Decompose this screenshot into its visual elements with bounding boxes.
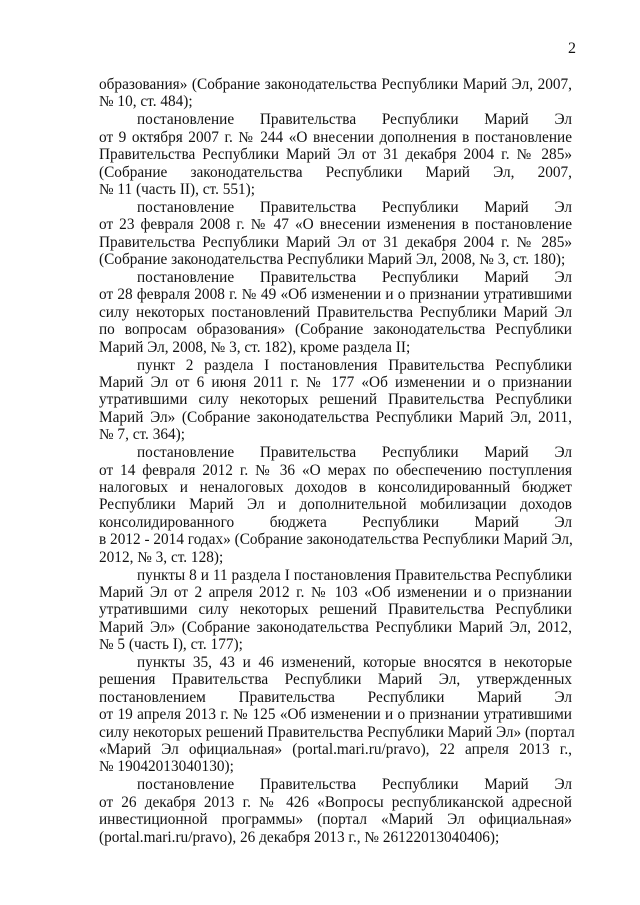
text-line: (Собрание законодательства Республики Марий Эл, 2008, № 3, ст. 180); — [99, 251, 566, 269]
text-line: от 19 апреля 2013 г. № 125 «Об изменении и о признании утратившими — [99, 706, 572, 724]
paragraph — [99, 444, 572, 566]
text-line: постановление Правительства Республики Марий Эл — [137, 269, 572, 287]
paragraph — [99, 776, 572, 846]
text-line: постановление Правительства Республики Марий Эл — [137, 198, 572, 216]
text-line: от 28 февраля 2008 г. № 49 «Об изменении и о признании утратившими — [99, 286, 572, 304]
text-line: от 26 декабря 2013 г. № 426 «Вопросы республиканской адресной — [99, 793, 572, 811]
text-line: Марий Эл от 2 апреля 2012 г. № 103 «Об изменении и о признании — [99, 583, 572, 601]
text-line: Правительства Республики Марий Эл от 31 декабря 2004 г. № 285» — [99, 233, 572, 251]
paragraph — [99, 76, 572, 111]
text-line: пункт 2 раздела I постановления Правительства Республики — [137, 356, 572, 374]
text-line: от 14 февраля 2012 г. № 36 «О мерах по обеспечению поступления — [99, 461, 572, 479]
text-line: № 5 (часть I), ст. 177); — [99, 636, 243, 654]
text-line: пункты 8 и 11 раздела I постановления Правительства Республики — [137, 566, 572, 584]
text-line: Правительства Республики Марий Эл от 31 декабря 2004 г. № 285» — [99, 146, 572, 164]
paragraph — [99, 111, 572, 198]
paragraph — [99, 269, 572, 356]
text-line: утратившими силу некоторых решений Правительства Республики — [99, 601, 572, 619]
text-line: силу некоторых постановлений Правительства Республики Марий Эл — [99, 303, 572, 321]
text-line: решения Правительства Республики Марий Эл, утвержденных — [99, 671, 572, 689]
paragraph — [99, 567, 572, 654]
text-line: от 9 октября 2007 г. № 244 «О внесении дополнения в постановление — [99, 128, 572, 146]
text-line: пункты 35, 43 и 46 изменений, которые вносятся в некоторые — [137, 654, 572, 672]
text-line: постановлением Правительства Республики Марий Эл — [99, 688, 572, 706]
text-line: Республики Марий Эл и дополнительной мобилизации доходов — [99, 496, 572, 514]
paragraph — [99, 199, 572, 269]
text-line: постановление Правительства Республики Марий Эл — [137, 444, 572, 462]
text-line: Марий Эл от 6 июня 2011 г. № 177 «Об изменении и о признании — [99, 374, 572, 392]
text-line: в 2012 - 2014 годах» (Собрание законодательства Республики Марий Эл, — [99, 531, 573, 549]
text-line: № 7, ст. 364); — [99, 426, 185, 444]
text-line: Марий Эл» (Собрание законодательства Республики Марий Эл, 2012, — [99, 618, 572, 636]
text-line: № 11 (часть II), ст. 551); — [99, 180, 256, 198]
text-line: (portal.mari.ru/pravo), 26 декабря 2013 г., № 26122013040406); — [99, 828, 500, 846]
text-line: постановление Правительства Республики Марий Эл — [137, 111, 572, 129]
text-line: по вопросам образования» (Собрание законодательства Республики — [99, 321, 572, 339]
text-line: инвестиционной программы» (портал «Марий Эл официальная» — [99, 811, 572, 829]
paragraph — [99, 357, 572, 444]
text-line: образования» (Собрание законодательства Республики Марий Эл, 2007, — [99, 76, 572, 93]
text-line: консолидированного бюджета Республики Марий Эл — [99, 513, 572, 531]
text-line: Марий Эл» (Собрание законодательства Республики Марий Эл, 2011, — [99, 408, 572, 426]
document-body — [99, 76, 575, 846]
text-line: утратившими силу некоторых решений Правительства Республики — [99, 391, 572, 409]
text-line: № 10, ст. 484); — [99, 93, 193, 111]
text-line: силу некоторых решений Правительства Республики Марий Эл» (портал — [99, 723, 575, 741]
text-line: 2012, № 3, ст. 128); — [99, 548, 224, 566]
text-line: налоговых и неналоговых доходов в консолидированный бюджет — [99, 478, 572, 496]
text-line: от 23 февраля 2008 г. № 47 «О внесении изменения в постановление — [99, 216, 572, 234]
text-line: (Собрание законодательства Республики Марий Эл, 2007, — [99, 163, 572, 181]
text-line: «Марий Эл официальная» (portal.mari.ru/pravo), 22 апреля 2013 г., — [99, 741, 572, 758]
text-line: № 19042013040130); — [99, 758, 234, 776]
text-line: Марий Эл, 2008, № 3, ст. 182), кроме раздела II; — [99, 338, 411, 356]
page-number: 2 — [568, 40, 576, 57]
paragraph — [99, 654, 575, 776]
text-line: постановление Правительства Республики Марий Эл — [137, 776, 572, 794]
